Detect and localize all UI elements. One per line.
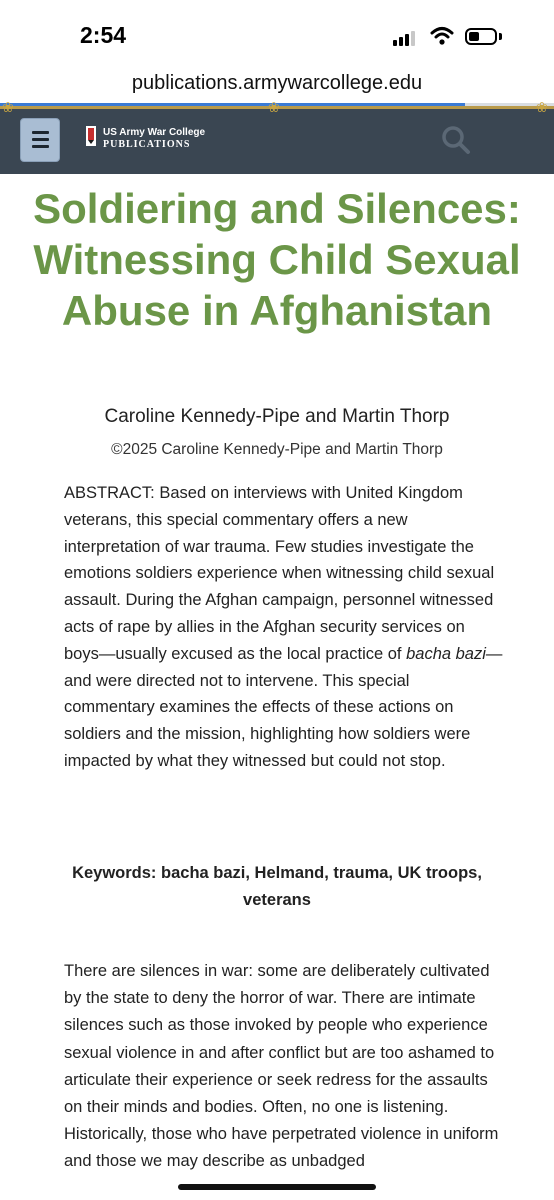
- logo-subtitle[interactable]: PUBLICATIONS: [103, 139, 191, 150]
- logo-title[interactable]: US Army War College: [103, 127, 206, 138]
- search-icon[interactable]: [440, 124, 472, 156]
- abstract-text: ABSTRACT: Based on interviews with United Kingdom veterans, this special commentary offers a new interpretation of war trauma. Few studies investigate the emotions soldiers experience when witnessing child sexual assault. During the Afghan campaign, personnel witnessed acts of rape by allies in the Afghan security services on boys—usually excused as the local practice of: [64, 484, 495, 663]
- abstract-text-continued: —and were directed not to intervene. This special commentary examines the effects of these actions on soldiers and the mission, highlighting how soldiers were impacted by what they witnessed but could not stop.: [64, 644, 503, 770]
- article-body-paragraph: There are silences in war: some are deliberately cultivated by the state to deny the horror of war. There are intimate silences such as those invoked by people who experience sexual violence in and after conflict but are too ashamed to articulate their experience or seek redress for the assaults on their minds and bodies. Often, no one is listening. Historically, those who have perpetrated violence in uniform and those we may describe as unbadged: [64, 962, 499, 1171]
- cellular-signal-icon: [393, 30, 417, 46]
- article-keywords: Keywords: bacha bazi, Helmand, trauma, UK troops, veterans: [72, 864, 482, 909]
- ornament-icon: ❀: [2, 99, 14, 115]
- status-time: 2:54: [80, 22, 127, 48]
- hamburger-menu-button[interactable]: [20, 118, 60, 162]
- article-copyright: ©2025 Caroline Kennedy-Pipe and Martin Thorp: [111, 441, 443, 458]
- ornament-icon: ❀: [268, 99, 280, 115]
- article-title: Soldiering and Silences: Witnessing Child Sexual Abuse in Afghanistan: [33, 185, 521, 334]
- address-bar[interactable]: publications.armywarcollege.edu: [131, 72, 423, 94]
- home-indicator[interactable]: [178, 1184, 376, 1190]
- shield-icon: [86, 126, 96, 146]
- status-bar: [0, 0, 554, 72]
- battery-cap: [499, 33, 502, 40]
- battery-icon: [465, 28, 497, 45]
- wifi-icon: [430, 26, 454, 46]
- article-authors: Caroline Kennedy-Pipe and Martin Thorp: [104, 406, 450, 427]
- ornament-icon: ❀: [536, 99, 548, 115]
- abstract-italic-term: bacha bazi: [406, 644, 486, 663]
- article-abstract: [64, 480, 504, 775]
